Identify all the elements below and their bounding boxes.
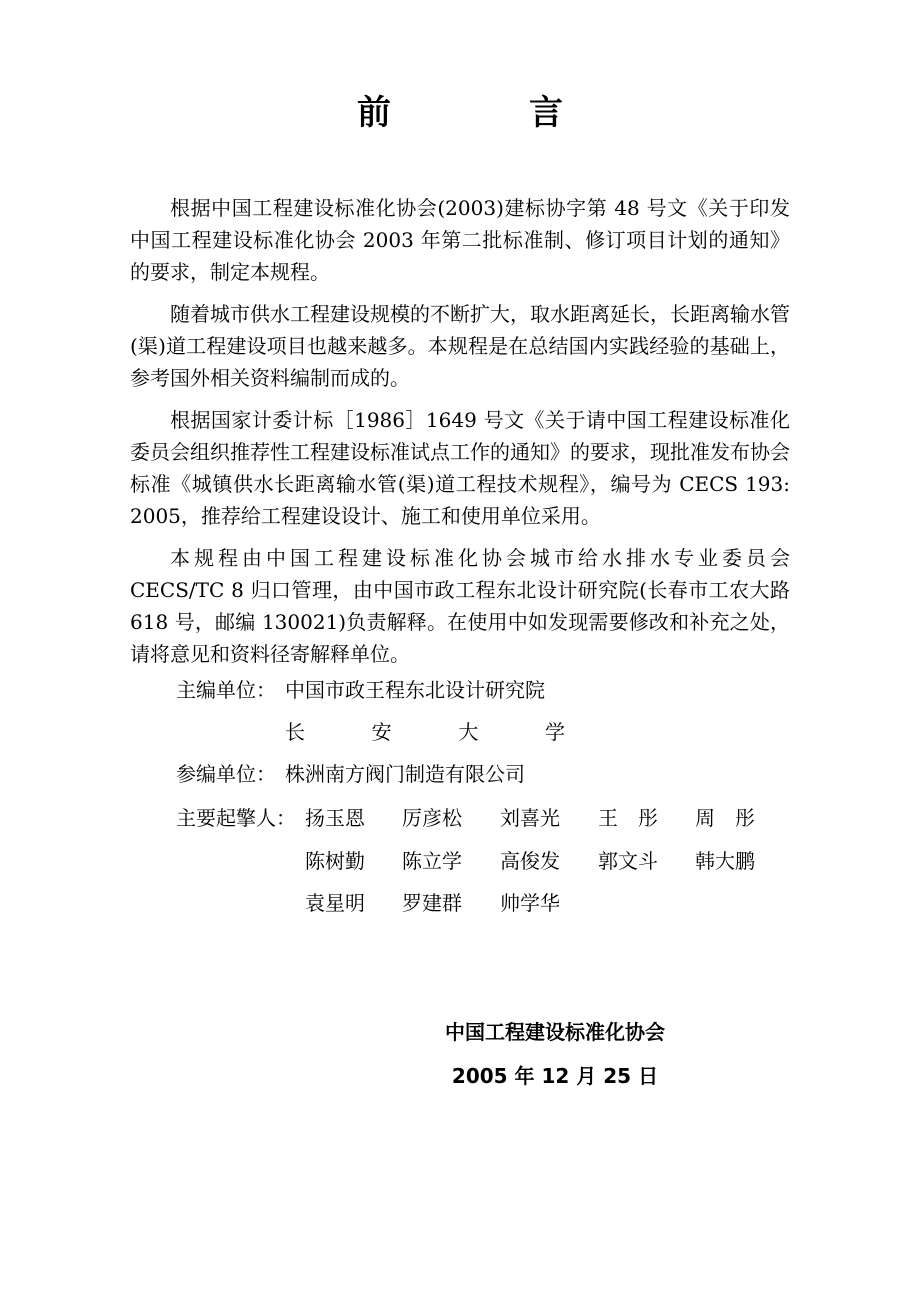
chief-editors-label: 主编单位： — [176, 678, 276, 702]
drafter-name: 帅学华 — [500, 891, 560, 915]
participating-unit: 株洲南方阀门制造有限公司 — [285, 762, 525, 786]
chief-editor-unit-2 — [285, 716, 565, 748]
drafter-name: 厉彦松 — [402, 806, 462, 830]
unit-2-char: 安 — [371, 720, 392, 744]
drafter-name: 韩大鹏 — [695, 849, 755, 873]
paragraph-4: 本规程由中国工程建设标准化协会城市给水排水专业委员会 CECS/TC 8 归口管理，由中国市政工程东北设计研究院(长春市工农大路 618 号，邮编 130021)负责解释。在使用中如发现需要修改和补充之处，请将意见和资料径寄解释单位。 — [130, 546, 790, 666]
participating-row — [0, 758, 920, 790]
chief-editor-unit-1: 中国市政王程东北设计研究院 — [285, 678, 545, 702]
drafter-name: 王 彤 — [598, 806, 658, 830]
drafter-name: 罗建群 — [402, 891, 462, 915]
unit-2-char: 学 — [544, 720, 565, 744]
drafter-name: 陈树勤 — [305, 849, 365, 873]
drafter-name: 扬玉恩 — [305, 806, 365, 830]
paragraph-3: 根据国家计委计标［1986］1649 号文《关于请中国工程建设标准化委员会组织推荐性工程建设标准试点工作的通知》的要求，现批准发布协会标准《城镇供水长距离输水管(渠)道工程技术规程》，编号为 CECS 193: 2005，推荐给工程建设设计、施工和使用单位采用。 — [130, 408, 790, 528]
signature-organization: 中国工程建设标准化协会 — [445, 1020, 665, 1044]
drafter-name: 高俊发 — [500, 849, 560, 873]
page-title: 前 言 — [357, 93, 615, 133]
chief-editors-row — [0, 674, 920, 706]
unit-2-char: 大 — [458, 720, 479, 744]
chief-editor-unit-2-row — [0, 716, 920, 748]
drafter-name: 郭文斗 — [598, 849, 658, 873]
paragraph-2: 随着城市供水工程建设规模的不断扩大，取水距离延长，长距离输水管(渠)道工程建设项目也越来越多。本规程是在总结国内实践经验的基础上，参考国外相关资料编制而成的。 — [130, 302, 790, 390]
unit-2-char: 长 — [285, 720, 305, 744]
drafters-label: 主要起擎人： — [176, 806, 296, 830]
participating-label: 参编单位： — [176, 762, 276, 786]
drafter-name: 刘喜光 — [500, 806, 560, 830]
drafter-name: 陈立学 — [402, 849, 462, 873]
drafters-row-3 — [0, 887, 920, 919]
drafters-row-1 — [0, 802, 920, 834]
preface-body — [130, 192, 790, 680]
drafter-name: 袁星明 — [305, 891, 365, 915]
paragraph-1: 根据中国工程建设标准化协会(2003)建标协字第 48 号文《关于印发中国工程建设标准化协会 2003 年第二批标准制、修订项目计划的通知》的要求，制定本规程。 — [130, 196, 790, 284]
drafters-row-2 — [0, 845, 920, 877]
signature-date: 2005 年 12 月 25 日 — [451, 1064, 659, 1088]
drafter-name: 周 彤 — [695, 806, 755, 830]
